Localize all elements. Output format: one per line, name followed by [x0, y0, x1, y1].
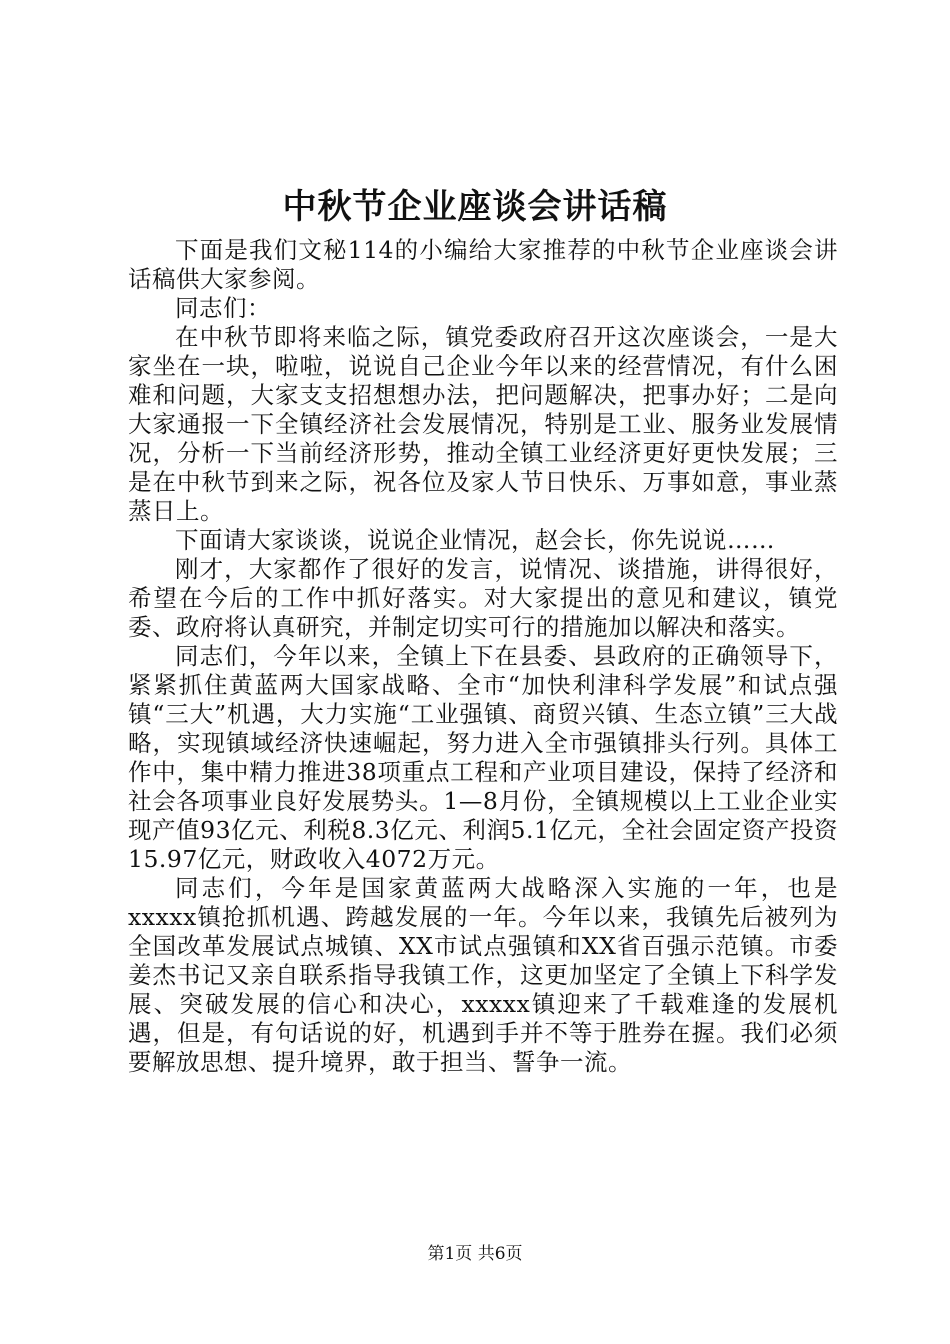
page-number-footer: 第1页 共6页: [427, 1244, 523, 1264]
paragraph-summary: 刚才，大家都作了很好的发言，说情况、谈措施，讲得很好，希望在今后的工作中抓好落实。对大家提出的意见和建议，镇党委、政府将认真研究，并制定切实可行的措施加以解决和落实。: [128, 555, 838, 641]
paragraph-intro: 下面是我们文秘114的小编给大家推荐的中秋节企业座谈会讲话稿供大家参阅。: [128, 236, 838, 293]
paragraph-achievements: 同志们，今年以来，全镇上下在县委、县政府的正确领导下，紧紧抓住黄蓝两大国家战略、全市“加快利津科学发展”和试点强镇“三大”机遇，大力实施“工业强镇、商贸兴镇、生态立镇”三大战略，实现镇域经济快速崛起，努力进入全市强镇排头行列。具体工作中，集中精力推进38项重点工程和产业项目建设，保持了经济和社会各项事业良好发展势头。1—8月份，全镇规模以上工业企业实现产值93亿元、利税8.3亿元、利润5.1亿元，全社会固定资产投资15.97亿元，财政收入4072万元。: [128, 642, 838, 873]
document-title: 中秋节企业座谈会讲话稿: [282, 187, 668, 227]
paragraph-opening: 在中秋节即将来临之际，镇党委政府召开这次座谈会，一是大家坐在一块，啦啦，说说自己企业今年以来的经营情况，有什么困难和问题，大家支支招想想办法，把问题解决，把事办好；二是向大家通报一下全镇经济社会发展情况，特别是工业、服务业发展情况，分析一下当前经济形势，推动全镇工业经济更好更快发展；三是在中秋节到来之际，祝各位及家人节日快乐、万事如意，事业蒸蒸日上。: [128, 323, 838, 525]
paragraph-invite: 下面请大家谈谈，说说企业情况，赵会长，你先说说……: [175, 526, 775, 554]
document-body: [128, 236, 838, 1077]
paragraph-opportunity: 同志们，今年是国家黄蓝两大战略深入实施的一年，也是xxxxx镇抢抓机遇、跨越发展的一年。今年以来，我镇先后被列为全国改革发展试点城镇、XX市试点强镇和XX省百强示范镇。市委姜杰书记又亲自联系指导我镇工作，这更加坚定了全镇上下科学发展、突破发展的信心和决心，xxxxx镇迎来了千载难逢的发展机遇，但是，有句话说的好，机遇到手并不等于胜券在握。我们必须要解放思想、提升境界，敢于担当、誓争一流。: [128, 874, 838, 1076]
paragraph-salutation: 同志们：: [175, 294, 271, 322]
